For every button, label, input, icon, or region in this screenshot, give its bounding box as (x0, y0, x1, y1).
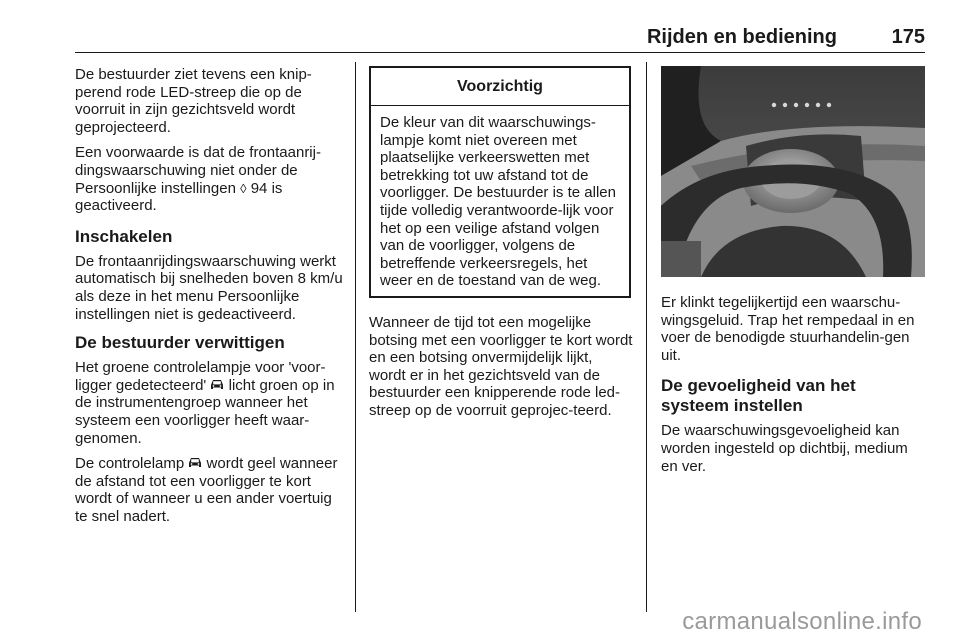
page-reference-icon: ◊ (240, 180, 247, 196)
section-heading-verwittigen: De bestuurder verwittigen (75, 333, 285, 353)
caution-title: Voorzichtig (371, 68, 629, 106)
column-1 (75, 66, 343, 533)
section-heading-gevoeligheid: De gevoeligheid van het systeem instellen (661, 376, 856, 416)
paragraph-text: licht groen op in de instrumentengroep wanneer het systeem een voorligger heeft waar-genomen. (75, 376, 335, 447)
paragraph: De bestuurder ziet tevens een knip-perend rode LED-streep die op de voorruit in zijn gezichtsveld wordt geprojecteerd. (75, 66, 312, 136)
page-header (75, 24, 925, 53)
watermark: carmanualsonline.info (682, 608, 922, 635)
paragraph-text: wordt geel wanneer de afstand tot een voorligger te kort wordt of wanneer u een ander voertuig te snel nadert. (75, 455, 338, 525)
paragraph: De frontaanrijdingswaarschuwing werkt automatisch bij snelheden boven 8 km/u als deze in het menu Persoonlijke instellingen niet is gedeactiveerd. (75, 252, 343, 323)
paragraph (75, 359, 343, 447)
paragraph: Wanneer de tijd tot een mogelijke botsing met een voorligger te kort wordt en een botsing onvermijdelijk lijkt, wordt er in het gezichtsveld van de bestuurder een knipperende rode led-streep op de voorruit geprojec-teerd. (369, 314, 633, 419)
dashboard-illustration (661, 66, 925, 277)
paragraph: De waarschuwingsgevoeligheid kan worden ingesteld op dichtbij, medium en ver. (661, 422, 908, 475)
page-reference[interactable]: 94 is geactiveerd. (75, 179, 283, 215)
paragraph-text: Het groene controlelampje voor 'voor-ligger gedetecteerd' (75, 359, 326, 394)
paragraph (75, 455, 343, 525)
column-3 (661, 294, 925, 483)
caution-box (369, 66, 631, 298)
paragraph-text: De controlelamp (75, 455, 189, 473)
caution-text: De kleur van dit waarschuwings-lampje komt niet overeen met plaatselijke verkeerswetten met betrekking tot uw afstand tot de voorligger. De bestuurder is te allen tijde volledig verantwoorde-lijk voor het op een veilige afstand volgen van de voorligger, volgens de betreffende verkeersregels, het weer en de toestand van de weg. (380, 114, 616, 290)
column-divider-right (646, 62, 647, 612)
page-number: 175 (891, 26, 925, 48)
car-front-icon (210, 379, 224, 391)
paragraph: Er klinkt tegelijkertijd een waarschu-wingsgeluid. Trap het rempedaal in en voer de benodigde stuurhandelin-gen uit. (661, 294, 915, 364)
paragraph-text: Een voorwaarde is dat de frontaanrij-dingswaarschuwing niet onder de Persoonlijke instellingen (75, 144, 321, 197)
paragraph (75, 144, 343, 214)
chapter-title: Rijden en bediening (646, 26, 837, 48)
dashboard-photo (661, 66, 925, 277)
column-divider-left (355, 62, 356, 612)
car-front-icon (188, 457, 202, 469)
section-heading-inschakelen: Inschakelen (75, 226, 173, 246)
column-2 (369, 314, 633, 428)
